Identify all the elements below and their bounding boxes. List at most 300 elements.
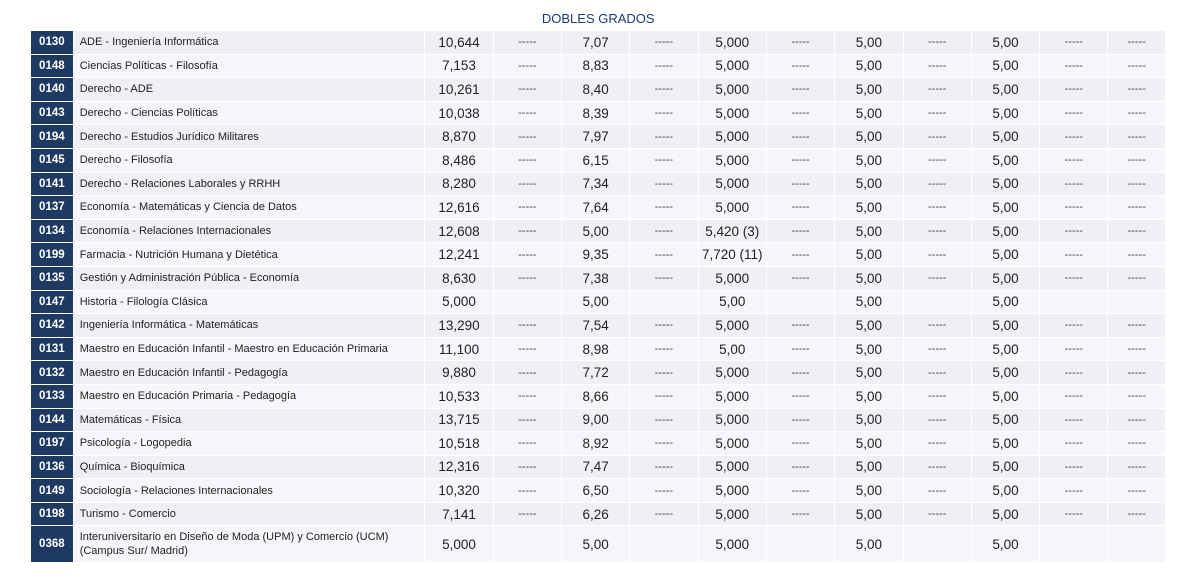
value-cell: 5,00: [971, 290, 1039, 314]
dash-cell: -----: [1040, 196, 1108, 220]
degree-code: 0140: [31, 78, 73, 102]
dash-cell: -----: [1108, 314, 1166, 338]
value-cell: 5,00: [835, 479, 903, 503]
dash-cell: -----: [1108, 502, 1166, 526]
dash-cell: -----: [630, 54, 698, 78]
value-cell: 5,000: [698, 502, 766, 526]
value-cell: 8,280: [425, 172, 493, 196]
value-cell: 7,47: [561, 455, 629, 479]
dash-cell: -----: [630, 266, 698, 290]
value-cell: 5,000: [698, 172, 766, 196]
value-cell: 5,000: [698, 455, 766, 479]
value-cell: 8,83: [561, 54, 629, 78]
value-cell: 5,00: [971, 361, 1039, 385]
table-row: [31, 196, 1166, 220]
table-row: [31, 455, 1166, 479]
dash-cell: -----: [766, 361, 834, 385]
dash-cell: -----: [630, 337, 698, 361]
dash-cell: -----: [1040, 172, 1108, 196]
degree-name: Psicología - Logopedia: [73, 432, 425, 456]
value-cell: 5,00: [835, 432, 903, 456]
value-cell: 5,00: [971, 432, 1039, 456]
value-cell: 12,616: [425, 196, 493, 220]
value-cell: 5,00: [971, 314, 1039, 338]
table-row: [31, 78, 1166, 102]
dash-cell: -----: [493, 54, 561, 78]
degree-code: 0194: [31, 125, 73, 149]
table-row: [31, 502, 1166, 526]
dash-cell: -----: [1108, 408, 1166, 432]
dash-cell: -----: [493, 432, 561, 456]
value-cell: 5,000: [698, 384, 766, 408]
dash-cell: -----: [903, 172, 971, 196]
value-cell: 5,00: [971, 54, 1039, 78]
value-cell: 5,000: [698, 361, 766, 385]
dash-cell: -----: [630, 408, 698, 432]
dash-cell: -----: [766, 266, 834, 290]
dash-cell: -----: [493, 502, 561, 526]
value-cell: 5,00: [835, 314, 903, 338]
value-cell: 10,038: [425, 101, 493, 125]
value-cell: 10,320: [425, 479, 493, 503]
degree-code: 0142: [31, 314, 73, 338]
value-cell: 5,000: [698, 31, 766, 54]
dash-cell: -----: [1108, 101, 1166, 125]
value-cell: 5,00: [971, 172, 1039, 196]
dash-cell: -----: [630, 243, 698, 267]
degree-name: Ciencias Políticas - Filosofía: [73, 54, 425, 78]
dash-cell: -----: [493, 361, 561, 385]
dash-cell: -----: [1108, 172, 1166, 196]
dash-cell: -----: [630, 432, 698, 456]
dash-cell: -----: [766, 54, 834, 78]
dash-cell: -----: [903, 479, 971, 503]
degree-code: 0197: [31, 432, 73, 456]
value-cell: 7,64: [561, 196, 629, 220]
dash-cell: -----: [493, 78, 561, 102]
value-cell: 5,00: [561, 219, 629, 243]
dash-cell: -----: [1040, 78, 1108, 102]
value-cell: 5,000: [698, 479, 766, 503]
dash-cell: -----: [766, 78, 834, 102]
value-cell: 5,00: [835, 408, 903, 432]
value-cell: 5,00: [835, 54, 903, 78]
dash-cell: -----: [766, 196, 834, 220]
dash-cell: -----: [903, 148, 971, 172]
dash-cell: [766, 526, 834, 563]
value-cell: 5,00: [698, 290, 766, 314]
table-row: [31, 101, 1166, 125]
degree-name: Maestro en Educación Infantil - Maestro en Educación Primaria: [73, 337, 425, 361]
dash-cell: -----: [1108, 196, 1166, 220]
degree-code: 0131: [31, 337, 73, 361]
dash-cell: -----: [1040, 243, 1108, 267]
degree-name: Derecho - Filosofía: [73, 148, 425, 172]
degree-name: Derecho - ADE: [73, 78, 425, 102]
value-cell: 5,00: [835, 384, 903, 408]
value-cell: 12,608: [425, 219, 493, 243]
dash-cell: -----: [903, 266, 971, 290]
table-row: [31, 290, 1166, 314]
dash-cell: [1108, 526, 1166, 563]
dash-cell: -----: [630, 361, 698, 385]
dash-cell: -----: [766, 384, 834, 408]
degree-name: Ingeniería Informática - Matemáticas: [73, 314, 425, 338]
dash-cell: -----: [1108, 125, 1166, 149]
value-cell: 5,00: [835, 290, 903, 314]
value-cell: 8,870: [425, 125, 493, 149]
value-cell: 5,00: [835, 243, 903, 267]
dash-cell: -----: [493, 101, 561, 125]
dash-cell: -----: [493, 172, 561, 196]
value-cell: 5,000: [698, 101, 766, 125]
dash-cell: -----: [1040, 384, 1108, 408]
value-cell: 10,518: [425, 432, 493, 456]
value-cell: 5,00: [835, 78, 903, 102]
value-cell: 5,000: [698, 196, 766, 220]
dash-cell: -----: [630, 502, 698, 526]
dash-cell: -----: [903, 125, 971, 149]
dash-cell: [493, 526, 561, 563]
dash-cell: -----: [493, 479, 561, 503]
dash-cell: -----: [630, 314, 698, 338]
dash-cell: -----: [903, 384, 971, 408]
dash-cell: -----: [903, 101, 971, 125]
dash-cell: -----: [903, 455, 971, 479]
dash-cell: -----: [1108, 479, 1166, 503]
value-cell: 5,000: [698, 125, 766, 149]
dash-cell: -----: [493, 243, 561, 267]
table-row: [31, 54, 1166, 78]
degree-code: 0130: [31, 31, 73, 54]
degree-code: 0368: [31, 526, 73, 563]
table-row: [31, 337, 1166, 361]
degree-name: Historia - Filología Clásica: [73, 290, 425, 314]
value-cell: 13,715: [425, 408, 493, 432]
value-cell: 5,00: [561, 290, 629, 314]
dash-cell: [1108, 290, 1166, 314]
degree-code: 0148: [31, 54, 73, 78]
dash-cell: -----: [903, 432, 971, 456]
value-cell: 5,00: [835, 31, 903, 54]
degree-name: Turismo - Comercio: [73, 502, 425, 526]
dash-cell: -----: [903, 31, 971, 54]
value-cell: 10,261: [425, 78, 493, 102]
dash-cell: -----: [1040, 479, 1108, 503]
value-cell: 8,630: [425, 266, 493, 290]
value-cell: 5,00: [971, 125, 1039, 149]
table-row: [31, 243, 1166, 267]
table-row: [31, 432, 1166, 456]
value-cell: 7,72: [561, 361, 629, 385]
degree-name: Interuniversitario en Diseño de Moda (UPM) y Comercio (UCM) (Campus Sur/ Madrid): [73, 526, 425, 563]
dash-cell: -----: [493, 219, 561, 243]
value-cell: 7,141: [425, 502, 493, 526]
value-cell: 7,54: [561, 314, 629, 338]
degree-name: Matemáticas - Física: [73, 408, 425, 432]
dash-cell: [1040, 290, 1108, 314]
value-cell: 5,00: [835, 526, 903, 563]
value-cell: 5,000: [698, 266, 766, 290]
dash-cell: -----: [903, 196, 971, 220]
dash-cell: -----: [766, 31, 834, 54]
degree-code: 0141: [31, 172, 73, 196]
value-cell: 13,290: [425, 314, 493, 338]
dash-cell: -----: [766, 219, 834, 243]
dash-cell: -----: [1040, 266, 1108, 290]
value-cell: 9,880: [425, 361, 493, 385]
dash-cell: -----: [903, 337, 971, 361]
dash-cell: -----: [766, 432, 834, 456]
value-cell: 8,98: [561, 337, 629, 361]
dash-cell: [630, 290, 698, 314]
section-header: DOBLES GRADOS: [31, 6, 1166, 31]
dash-cell: -----: [1108, 455, 1166, 479]
dash-cell: -----: [630, 479, 698, 503]
value-cell: 5,000: [425, 526, 493, 563]
degree-code: 0198: [31, 502, 73, 526]
dash-cell: -----: [903, 314, 971, 338]
value-cell: 5,00: [971, 78, 1039, 102]
dash-cell: -----: [1108, 243, 1166, 267]
value-cell: 5,00: [835, 148, 903, 172]
value-cell: 5,00: [971, 479, 1039, 503]
value-cell: 8,66: [561, 384, 629, 408]
dash-cell: -----: [1108, 148, 1166, 172]
dash-cell: -----: [1040, 455, 1108, 479]
value-cell: 5,000: [698, 54, 766, 78]
dash-cell: -----: [630, 31, 698, 54]
dash-cell: -----: [1108, 31, 1166, 54]
dash-cell: -----: [1040, 125, 1108, 149]
table-row: [31, 219, 1166, 243]
dash-cell: -----: [766, 101, 834, 125]
table-row: [31, 31, 1166, 54]
dobles-grados-table: [31, 6, 1166, 563]
degree-code: 0135: [31, 266, 73, 290]
dash-cell: -----: [630, 101, 698, 125]
dash-cell: -----: [766, 314, 834, 338]
dash-cell: -----: [903, 243, 971, 267]
dash-cell: -----: [766, 408, 834, 432]
table-row: [31, 266, 1166, 290]
dash-cell: [1040, 526, 1108, 563]
value-cell: 8,92: [561, 432, 629, 456]
table-body: [31, 31, 1166, 563]
value-cell: 5,000: [698, 314, 766, 338]
value-cell: 5,00: [971, 31, 1039, 54]
dash-cell: -----: [766, 148, 834, 172]
dash-cell: -----: [1040, 148, 1108, 172]
value-cell: 5,000: [698, 432, 766, 456]
table-row: [31, 526, 1166, 563]
dash-cell: -----: [1040, 101, 1108, 125]
degree-code: 0149: [31, 479, 73, 503]
dash-cell: -----: [1108, 432, 1166, 456]
dash-cell: -----: [1040, 219, 1108, 243]
table-row: [31, 408, 1166, 432]
dash-cell: -----: [493, 125, 561, 149]
degree-code: 0145: [31, 148, 73, 172]
value-cell: 5,00: [971, 408, 1039, 432]
value-cell: 5,00: [835, 361, 903, 385]
degree-name: Sociología - Relaciones Internacionales: [73, 479, 425, 503]
dash-cell: -----: [1040, 361, 1108, 385]
dash-cell: -----: [1108, 266, 1166, 290]
value-cell: 5,00: [971, 266, 1039, 290]
dash-cell: -----: [766, 172, 834, 196]
dash-cell: -----: [903, 78, 971, 102]
degree-name: Economía - Relaciones Internacionales: [73, 219, 425, 243]
value-cell: 5,00: [971, 455, 1039, 479]
dash-cell: -----: [493, 266, 561, 290]
value-cell: 5,00: [835, 219, 903, 243]
dash-cell: -----: [630, 384, 698, 408]
value-cell: 5,00: [971, 196, 1039, 220]
grades-table-container: [31, 6, 1166, 563]
dash-cell: -----: [630, 125, 698, 149]
degree-code: 0134: [31, 219, 73, 243]
dash-cell: -----: [1108, 78, 1166, 102]
dash-cell: -----: [1108, 219, 1166, 243]
degree-code: 0199: [31, 243, 73, 267]
value-cell: 5,00: [561, 526, 629, 563]
table-row: [31, 384, 1166, 408]
dash-cell: -----: [766, 455, 834, 479]
dash-cell: -----: [630, 196, 698, 220]
dash-cell: -----: [1040, 54, 1108, 78]
value-cell: 5,00: [835, 196, 903, 220]
value-cell: 6,26: [561, 502, 629, 526]
dash-cell: -----: [493, 384, 561, 408]
dash-cell: -----: [903, 502, 971, 526]
dash-cell: -----: [766, 125, 834, 149]
dash-cell: -----: [1040, 314, 1108, 338]
value-cell: 5,00: [835, 172, 903, 196]
dash-cell: -----: [1108, 384, 1166, 408]
value-cell: 8,486: [425, 148, 493, 172]
value-cell: 5,00: [971, 526, 1039, 563]
dash-cell: -----: [1108, 337, 1166, 361]
value-cell: 5,00: [835, 337, 903, 361]
value-cell: 5,420 (3): [698, 219, 766, 243]
value-cell: 5,00: [835, 125, 903, 149]
value-cell: 6,50: [561, 479, 629, 503]
value-cell: 8,40: [561, 78, 629, 102]
table-row: [31, 361, 1166, 385]
degree-name: Derecho - Estudios Jurídico Militares: [73, 125, 425, 149]
dash-cell: [766, 290, 834, 314]
value-cell: 7,720 (11): [698, 243, 766, 267]
value-cell: 5,00: [971, 502, 1039, 526]
value-cell: 7,153: [425, 54, 493, 78]
dash-cell: -----: [630, 455, 698, 479]
value-cell: 7,97: [561, 125, 629, 149]
degree-code: 0143: [31, 101, 73, 125]
dash-cell: -----: [630, 148, 698, 172]
degree-name: Farmacia - Nutrición Humana y Dietética: [73, 243, 425, 267]
table-row: [31, 148, 1166, 172]
degree-code: 0136: [31, 455, 73, 479]
degree-code: 0144: [31, 408, 73, 432]
degree-name: Derecho - Relaciones Laborales y RRHH: [73, 172, 425, 196]
value-cell: 7,34: [561, 172, 629, 196]
dash-cell: -----: [903, 219, 971, 243]
value-cell: 5,00: [971, 337, 1039, 361]
dash-cell: -----: [493, 455, 561, 479]
degree-name: Química - Bioquímica: [73, 455, 425, 479]
value-cell: 5,000: [425, 290, 493, 314]
dash-cell: -----: [766, 479, 834, 503]
dash-cell: -----: [1040, 337, 1108, 361]
value-cell: 5,00: [971, 384, 1039, 408]
dash-cell: [903, 290, 971, 314]
value-cell: 8,39: [561, 101, 629, 125]
dash-cell: -----: [903, 54, 971, 78]
dash-cell: [630, 526, 698, 563]
dash-cell: -----: [1108, 54, 1166, 78]
value-cell: 5,000: [698, 148, 766, 172]
value-cell: 9,35: [561, 243, 629, 267]
value-cell: 5,00: [971, 101, 1039, 125]
degree-name: ADE - Ingeniería Informática: [73, 31, 425, 54]
value-cell: 10,644: [425, 31, 493, 54]
value-cell: 5,00: [835, 101, 903, 125]
value-cell: 5,00: [835, 455, 903, 479]
dash-cell: [903, 526, 971, 563]
dash-cell: -----: [1040, 432, 1108, 456]
value-cell: 12,316: [425, 455, 493, 479]
value-cell: 5,00: [971, 243, 1039, 267]
value-cell: 5,000: [698, 408, 766, 432]
value-cell: 5,00: [971, 148, 1039, 172]
value-cell: 7,38: [561, 266, 629, 290]
table-row: [31, 479, 1166, 503]
value-cell: 9,00: [561, 408, 629, 432]
value-cell: 5,000: [698, 526, 766, 563]
dash-cell: -----: [493, 196, 561, 220]
dash-cell: [493, 290, 561, 314]
dash-cell: -----: [493, 148, 561, 172]
dash-cell: -----: [493, 31, 561, 54]
dash-cell: -----: [493, 314, 561, 338]
dash-cell: -----: [903, 361, 971, 385]
table-row: [31, 314, 1166, 338]
degree-name: Maestro en Educación Primaria - Pedagogía: [73, 384, 425, 408]
value-cell: 5,00: [835, 502, 903, 526]
dash-cell: -----: [903, 408, 971, 432]
degree-code: 0147: [31, 290, 73, 314]
dash-cell: -----: [766, 337, 834, 361]
dash-cell: -----: [1108, 361, 1166, 385]
value-cell: 5,00: [971, 219, 1039, 243]
dash-cell: -----: [493, 337, 561, 361]
degree-name: Derecho - Ciencias Políticas: [73, 101, 425, 125]
dash-cell: -----: [1040, 408, 1108, 432]
value-cell: 5,00: [698, 337, 766, 361]
degree-code: 0137: [31, 196, 73, 220]
value-cell: 6,15: [561, 148, 629, 172]
value-cell: 5,000: [698, 78, 766, 102]
dash-cell: -----: [766, 243, 834, 267]
dash-cell: -----: [1040, 31, 1108, 54]
value-cell: 7,07: [561, 31, 629, 54]
dash-cell: -----: [630, 172, 698, 196]
degree-code: 0133: [31, 384, 73, 408]
value-cell: 10,533: [425, 384, 493, 408]
table-row: [31, 172, 1166, 196]
degree-name: Maestro en Educación Infantil - Pedagogía: [73, 361, 425, 385]
